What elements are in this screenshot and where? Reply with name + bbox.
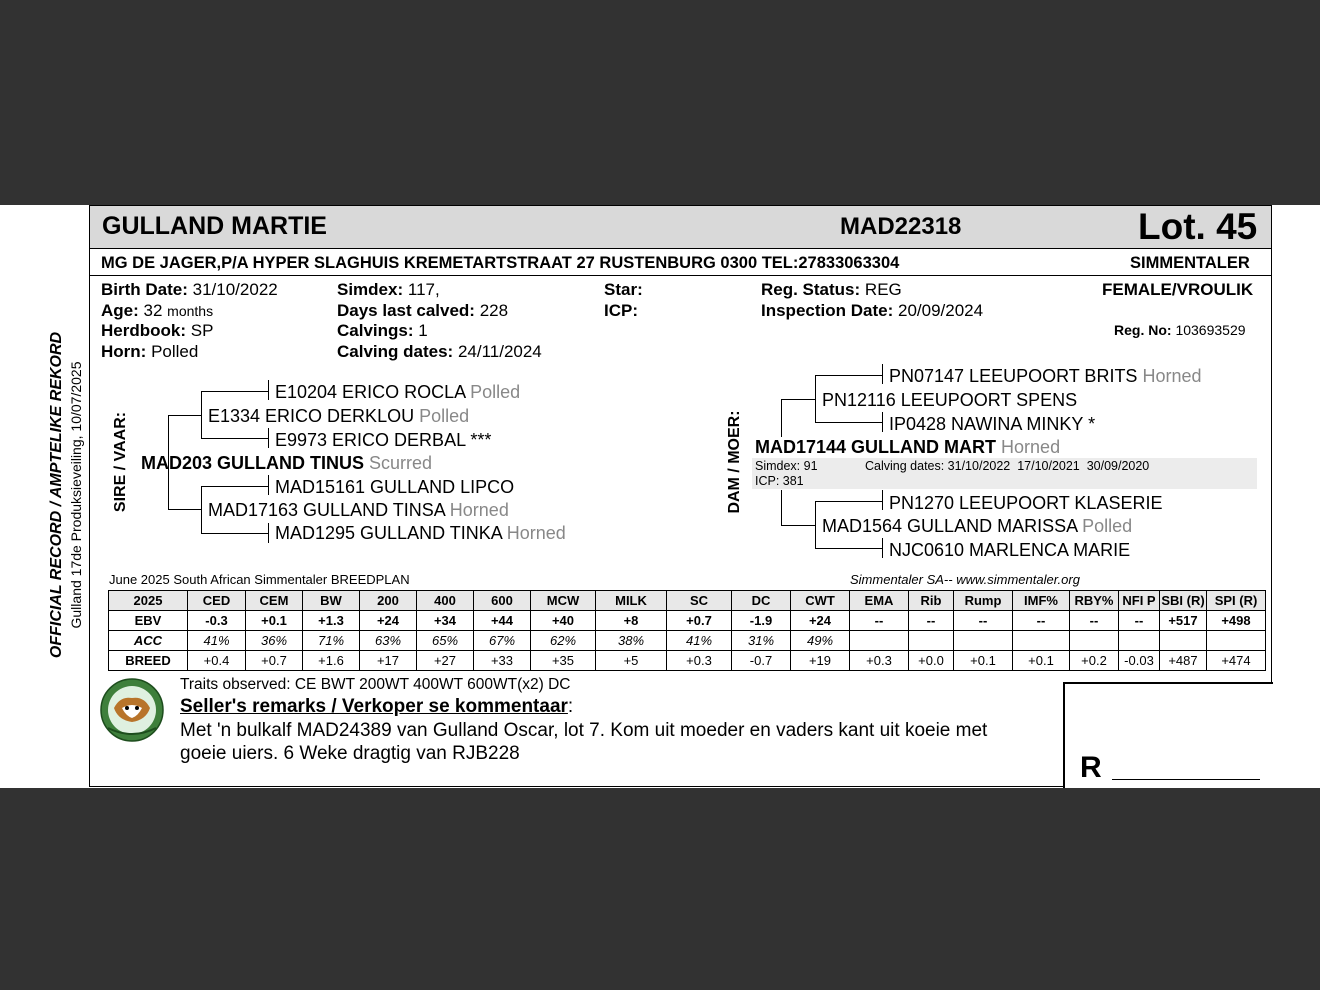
ddd-tick (882, 538, 883, 558)
remarks-heading: Seller's remarks / Verkoper se kommentaar: (180, 696, 574, 717)
dds-tick (882, 490, 883, 510)
ebv-header-cell: CWT (791, 591, 850, 611)
dam-dam-dam: NJC0610 MARLENCA MARIE (889, 540, 1131, 560)
dam-simdex: Simdex: 91 (755, 459, 818, 473)
dam-bracket-upper-h (781, 399, 816, 400)
ebv-cell: +8 (596, 611, 667, 631)
calvings: Calvings: 1 (337, 321, 428, 340)
ebv-cell: -- (909, 611, 954, 631)
sire-dam: MAD17163 GULLAND TINSA Horned (208, 500, 509, 520)
age: Age: 32 months (101, 301, 214, 320)
ebv-cell: +24 (791, 611, 850, 631)
ebv-cell: +19 (791, 651, 850, 671)
birth-date: Birth Date: 31/10/2022 (101, 280, 278, 299)
sire-bracket-top (168, 415, 202, 416)
ebv-row-breed (109, 651, 1266, 671)
ebv-header-cell: SPI (R) (1207, 591, 1266, 611)
sdd-tick (268, 523, 269, 543)
ebv-cell (1160, 631, 1207, 651)
ebv-cell: +0.3 (667, 651, 732, 671)
traits-observed: Traits observed: CE BWT 200WT 400WT 600WT(x2) DC (180, 676, 571, 693)
breedplan-site: Simmentaler SA-- www.simmentaler.org (850, 572, 1080, 587)
dam-bracket-upper (781, 399, 782, 437)
ebv-cell: +40 (531, 611, 596, 631)
ebv-table (108, 590, 1266, 671)
reg-no: Reg. No: 103693529 (1114, 322, 1246, 338)
ssd-tick (268, 428, 269, 448)
inspection-date: Inspection Date: 20/09/2024 (761, 301, 984, 320)
ebv-header-cell: NFI P (1119, 591, 1160, 611)
ebv-cell: +0.1 (954, 651, 1013, 671)
ebv-cell: -- (954, 611, 1013, 631)
ebv-cell: -0.03 (1119, 651, 1160, 671)
sd-bracket-top (201, 486, 269, 487)
ebv-cell: +0.7 (246, 651, 303, 671)
ebv-cell: +498 (1207, 611, 1266, 631)
ebv-header-cell: RBY% (1070, 591, 1119, 611)
dsd-tick (882, 412, 883, 432)
ebv-cell: 31% (732, 631, 791, 651)
ebv-cell: 41% (188, 631, 246, 651)
dam-label: DAM / MOER: (726, 410, 743, 514)
sd-bracket-bottom (201, 533, 269, 534)
ebv-cell: +5 (596, 651, 667, 671)
sd-bracket (201, 486, 202, 534)
ebv-row-label: EBV (109, 611, 188, 631)
ds-bracket (815, 375, 816, 423)
ebv-cell: 38% (596, 631, 667, 651)
sire-sire-sire: E10204 ERICO ROCLA Polled (275, 382, 521, 402)
dd-bracket-top (815, 501, 883, 502)
dam-sire-sire: PN07147 LEEUPOORT BRITS Horned (889, 366, 1202, 386)
dam-icp: ICP: 381 (755, 474, 804, 488)
ebv-cell: -- (1119, 611, 1160, 631)
remarks-line-1: Met 'n bulkalf MAD24389 van Gulland Oscar, lot 7. Kom uit moeder en vaders kant uit koeie met (180, 720, 988, 741)
dss-tick (882, 364, 883, 384)
ebv-header-cell: BW (303, 591, 360, 611)
lot-number: Lot. 45 (1138, 206, 1258, 247)
simmentaler-sa-logo-icon (100, 678, 164, 742)
ebv-header-cell: CED (188, 591, 246, 611)
ebv-cell (850, 631, 909, 651)
remarks-line-2: goeie uiers. 6 Weke dragtig van RJB228 (180, 743, 520, 764)
ebv-cell: -1.9 (732, 611, 791, 631)
ebv-cell: +517 (1160, 611, 1207, 631)
official-record-label: OFFICIAL RECORD / AMPTELIKE REKORD (48, 331, 65, 659)
star-label: Star: (604, 280, 643, 299)
sss-tick (268, 380, 269, 400)
ebv-cell: +487 (1160, 651, 1207, 671)
ds-bracket-bottom (815, 422, 883, 423)
dd-bracket (815, 501, 816, 549)
ebv-row-ebv (109, 611, 1266, 631)
ebv-header-cell: Rib (909, 591, 954, 611)
ebv-header-cell: CEM (246, 591, 303, 611)
price-label: R (1080, 751, 1102, 784)
ebv-header-cell: 200 (360, 591, 417, 611)
breedplan-caption: June 2025 South African Simmentaler BREEDPLAN (109, 572, 410, 587)
dam-bracket-lower-h (781, 525, 816, 526)
ebv-cell: 71% (303, 631, 360, 651)
ebv-cell: 36% (246, 631, 303, 651)
sex: FEMALE/VROULIK (1102, 280, 1254, 299)
ebv-cell: -- (1070, 611, 1119, 631)
ebv-row-label: ACC (109, 631, 188, 651)
icp-label: ICP: (604, 301, 638, 320)
sire-sire: E1334 ERICO DERKLOU Polled (208, 406, 470, 426)
ebv-cell: +35 (531, 651, 596, 671)
ebv-cell: -- (850, 611, 909, 631)
ebv-cell: 41% (667, 631, 732, 651)
owner-line: MG DE JAGER,P/A HYPER SLAGHUIS KREMETARTSTRAAT 27 RUSTENBURG 0300 TEL:27833063304 (101, 254, 900, 272)
dam-dam-sire: PN1270 LEEUPOORT KLASERIE (889, 493, 1163, 513)
ebv-row-label: BREED (109, 651, 188, 671)
ds-bracket-top (815, 375, 883, 376)
sds-tick (268, 475, 269, 495)
ebv-cell: -0.3 (188, 611, 246, 631)
ebv-cell: 49% (791, 631, 850, 651)
sire-dam-sire: MAD15161 GULLAND LIPCO (275, 477, 515, 497)
ebv-cell: 65% (417, 631, 474, 651)
price-input-line[interactable] (1112, 779, 1260, 780)
reg-status: Reg. Status: REG (761, 280, 902, 299)
dam-sire-dam: IP0428 NAWINA MINKY * (889, 414, 1096, 434)
ebv-cell: 63% (360, 631, 417, 651)
breed-name: SIMMENTALER (1130, 254, 1250, 272)
ebv-cell (1119, 631, 1160, 651)
days-last-calved: Days last calved: 228 (337, 301, 509, 320)
sire-bracket-bottom (168, 509, 202, 510)
ebv-cell: +0.1 (1013, 651, 1070, 671)
ebv-header-cell: 400 (417, 591, 474, 611)
ebv-cell: +0.1 (246, 611, 303, 631)
ebv-header-cell: MCW (531, 591, 596, 611)
ebv-cell: -- (1013, 611, 1070, 631)
ebv-cell: +1.3 (303, 611, 360, 631)
ebv-header-cell: SBI (R) (1160, 591, 1207, 611)
ss-bracket-top (201, 391, 269, 392)
ebv-cell (1207, 631, 1266, 651)
ebv-header-row (109, 591, 1266, 611)
ss-bracket-bottom (201, 438, 269, 439)
ebv-cell: +44 (474, 611, 531, 631)
ebv-row-acc (109, 631, 1266, 651)
ebv-cell: +33 (474, 651, 531, 671)
ebv-cell: +1.6 (303, 651, 360, 671)
animal-reg-id: MAD22318 (840, 213, 962, 240)
dam-sire: PN12116 LEEUPOORT SPENS (822, 390, 1078, 410)
animal-name: GULLAND MARTIE (102, 212, 327, 240)
ebv-cell (909, 631, 954, 651)
dam-bracket-lower (781, 490, 782, 526)
horn-status: Horn: Polled (101, 342, 199, 361)
herdbook: Herdbook: SP (101, 321, 214, 340)
ebv-cell: +0.7 (667, 611, 732, 631)
ebv-cell (1070, 631, 1119, 651)
dd-bracket-bottom (815, 548, 883, 549)
ebv-header-cell: Rump (954, 591, 1013, 611)
calving-dates: Calving dates: 24/11/2024 (337, 342, 542, 361)
sire-dam-dam: MAD1295 GULLAND TINKA Horned (275, 523, 566, 543)
ebv-cell (1013, 631, 1070, 651)
dam-name: MAD17144 GULLAND MART Horned (755, 437, 1061, 457)
sire-label: SIRE / VAAR: (112, 411, 129, 513)
dam-dam: MAD1564 GULLAND MARISSA Polled (822, 516, 1133, 536)
ebv-cell: +0.2 (1070, 651, 1119, 671)
ebv-cell: 62% (531, 631, 596, 651)
ebv-cell: +0.0 (909, 651, 954, 671)
sire-sire-dam: E9973 ERICO DERBAL *** (275, 430, 492, 450)
ebv-cell: -0.7 (732, 651, 791, 671)
ebv-cell: 67% (474, 631, 531, 651)
ebv-cell: +0.3 (850, 651, 909, 671)
ebv-header-cell: SC (667, 591, 732, 611)
ebv-cell: +0.4 (188, 651, 246, 671)
sale-name: Gulland 17de Produksieveiling, 10/07/2025 (68, 361, 84, 629)
ebv-cell: +474 (1207, 651, 1266, 671)
ebv-cell: +24 (360, 611, 417, 631)
ss-bracket (201, 391, 202, 439)
sire-name: MAD203 GULLAND TINUS Scurred (141, 453, 433, 473)
ebv-cell: +27 (417, 651, 474, 671)
simdex: Simdex: 117, (337, 280, 440, 299)
owner-divider (90, 275, 1271, 276)
dam-calving-dates: Calving dates: 31/10/2022 17/10/2021 30/09/2020 (865, 459, 1150, 473)
ebv-header-cell: DC (732, 591, 791, 611)
ebv-header-cell: 600 (474, 591, 531, 611)
ebv-header-cell: 2025 (109, 591, 188, 611)
ebv-header-cell: IMF% (1013, 591, 1070, 611)
ebv-cell: +17 (360, 651, 417, 671)
ebv-header-cell: MILK (596, 591, 667, 611)
ebv-header-cell: EMA (850, 591, 909, 611)
ebv-cell: +34 (417, 611, 474, 631)
ebv-cell (954, 631, 1013, 651)
